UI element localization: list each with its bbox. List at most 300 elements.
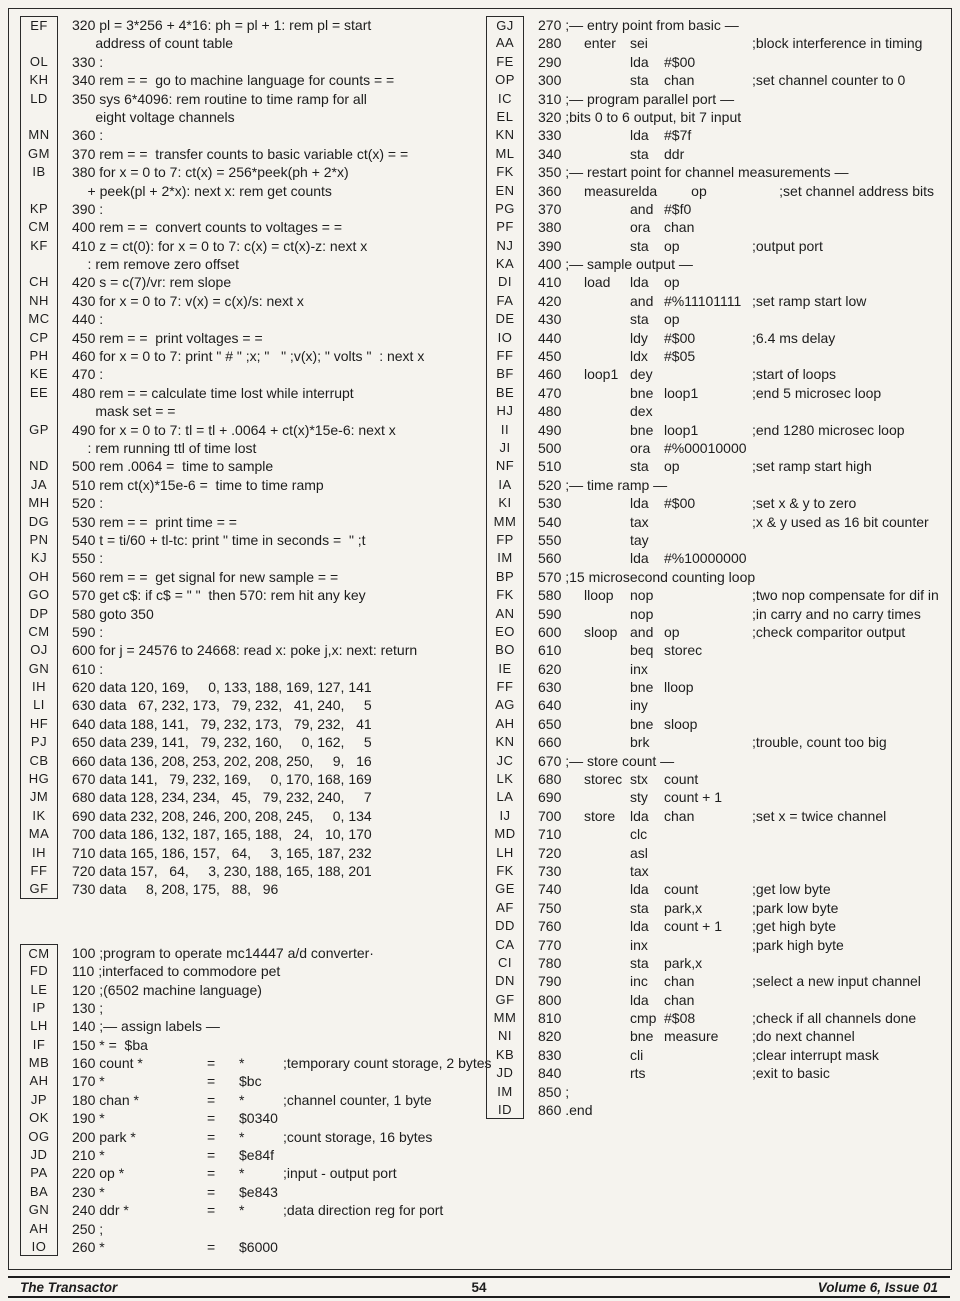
line-number: 760 xyxy=(538,918,562,935)
line-number: 650 xyxy=(538,715,562,732)
checksum-code: KI xyxy=(486,494,524,512)
code-line xyxy=(20,715,482,733)
mnemonic: lda xyxy=(630,495,649,512)
mnemonic: lda xyxy=(630,274,649,291)
checksum-code: NF xyxy=(486,457,524,475)
checksum-code: AH xyxy=(20,1220,58,1238)
code-line xyxy=(486,660,948,678)
mnemonic: ora xyxy=(630,439,651,456)
code-text: 270 ;— entry point from basic — xyxy=(538,17,739,33)
checksum-code: IP xyxy=(20,999,58,1017)
mnemonic: sta xyxy=(630,899,649,916)
line-number: 390 xyxy=(538,237,562,254)
code-line xyxy=(20,182,482,200)
operand: park,x xyxy=(664,899,703,916)
code-text: 680 data 128, 234, 234, 45, 79, 232, 240, 7 xyxy=(72,789,372,806)
comment: ;clear interrupt mask xyxy=(752,1046,879,1063)
code-line xyxy=(20,347,482,365)
code-line xyxy=(20,586,482,604)
line-number-label: 210 * xyxy=(72,1147,105,1164)
comment: ;check comparitor output xyxy=(752,623,906,640)
line-number: 800 xyxy=(538,991,562,1008)
operand: storec xyxy=(664,642,703,659)
checksum-code: KN xyxy=(486,126,524,144)
checksum-code: PA xyxy=(20,1164,58,1182)
code-line xyxy=(486,494,948,512)
code-text xyxy=(524,218,948,236)
code-line xyxy=(486,1009,948,1027)
code-line xyxy=(486,825,948,843)
code-line xyxy=(20,752,482,770)
code-text xyxy=(58,1146,482,1164)
checksum-code: BA xyxy=(20,1183,58,1201)
checksum-code: MM xyxy=(486,513,524,531)
code-line xyxy=(20,145,482,163)
comment: ;count storage, 16 bytes xyxy=(283,1128,433,1145)
comment: ;exit to basic xyxy=(752,1065,830,1082)
mnemonic: lda xyxy=(630,550,649,567)
code-text xyxy=(524,807,948,825)
comment: ;6.4 ms delay xyxy=(752,329,836,346)
mnemonic: sta xyxy=(630,458,649,475)
checksum-code: GF xyxy=(20,880,58,898)
code-text xyxy=(524,917,948,935)
checksum-code: LE xyxy=(20,981,58,999)
code-text: 400 rem = = convert counts to voltages = = xyxy=(72,219,343,236)
checksum-code: FK xyxy=(486,586,524,604)
checksum-code: GO xyxy=(20,586,58,604)
checksum-code: IO xyxy=(486,329,524,347)
comment: ;input - output port xyxy=(283,1165,397,1182)
code-line xyxy=(20,1109,482,1127)
assigned-value: * xyxy=(239,1055,245,1072)
code-text xyxy=(524,623,948,641)
mnemonic: dey xyxy=(630,366,653,383)
code-line xyxy=(486,1101,948,1119)
code-text: 310 ;— program parallel port — xyxy=(538,90,735,107)
checksum-code: KA xyxy=(486,255,524,273)
checksum-code: EF xyxy=(20,16,58,34)
code-line xyxy=(20,365,482,383)
code-line xyxy=(486,182,948,200)
footer-magazine-title: The Transactor xyxy=(20,1279,118,1295)
comment: ;in carry and no carry times xyxy=(752,605,921,622)
comment: ;select a new input channel xyxy=(752,973,921,990)
code-text: 600 for j = 24576 to 24668: read x: poke j,x: next: return xyxy=(72,642,418,659)
equals-sign: = xyxy=(207,1128,216,1145)
code-line xyxy=(20,549,482,567)
comment: ;channel counter, 1 byte xyxy=(283,1091,432,1108)
mnemonic: tax xyxy=(630,513,649,530)
comment: ;set x = twice channel xyxy=(752,807,887,824)
code-line xyxy=(486,1027,948,1045)
comment: ;output port xyxy=(752,237,823,254)
line-number: 630 xyxy=(538,679,562,696)
code-line xyxy=(20,255,482,273)
comment: ;set ramp start high xyxy=(752,458,872,475)
code-line xyxy=(20,1054,492,1072)
checksum-code: GM xyxy=(20,145,58,163)
equals-sign: = xyxy=(207,1183,216,1200)
code-line xyxy=(20,329,482,347)
code-text: 320 pl = 3*256 + 4*16: ph = pl + 1: rem pl = start xyxy=(72,17,372,33)
checksum-code: KN xyxy=(486,733,524,751)
line-number: 550 xyxy=(538,531,562,548)
line-number: 590 xyxy=(538,605,562,622)
code-text xyxy=(524,862,948,880)
code-line xyxy=(486,292,948,310)
code-line xyxy=(486,954,948,972)
code-line xyxy=(20,962,482,980)
checksum-code: IH xyxy=(20,844,58,862)
code-text: 250 ; xyxy=(72,1220,104,1237)
checksum-code: MN xyxy=(20,126,58,144)
mnemonic: sta xyxy=(630,237,649,254)
operand: chan xyxy=(664,219,695,236)
line-number: 380 xyxy=(538,219,562,236)
code-text xyxy=(524,273,948,291)
code-line xyxy=(20,1036,482,1054)
mnemonic: and xyxy=(630,292,654,309)
code-text xyxy=(524,549,948,567)
mnemonic: ora xyxy=(630,219,651,236)
operand: loop1 xyxy=(664,384,699,401)
code-text xyxy=(524,660,948,678)
code-text: eight voltage channels xyxy=(72,108,235,125)
checksum-code: OG xyxy=(20,1128,58,1146)
footer-issue-label: Volume 6, Issue 01 xyxy=(817,1279,938,1295)
code-text xyxy=(58,1164,482,1182)
checksum-code: BP xyxy=(486,568,524,586)
code-line xyxy=(20,880,482,898)
checksum-code: NH xyxy=(20,292,58,310)
code-line xyxy=(20,999,482,1017)
checksum-code: OP xyxy=(486,71,524,89)
code-line xyxy=(486,991,948,1009)
comment: ;start of loops xyxy=(752,366,837,383)
checksum-code: EN xyxy=(486,182,524,200)
checksum-code: FE xyxy=(486,53,524,71)
operand: count xyxy=(664,771,699,788)
checksum-code: IF xyxy=(20,1036,58,1054)
checksum-code xyxy=(20,255,58,273)
code-text: 650 data 239, 141, 79, 232, 160, 0, 162, 5 xyxy=(72,734,372,751)
checksum-code: CI xyxy=(486,954,524,972)
code-line xyxy=(486,899,948,917)
code-line xyxy=(486,936,948,954)
checksum-code: DE xyxy=(486,310,524,328)
code-text: 520 : xyxy=(72,495,104,512)
line-number: 360 xyxy=(538,182,562,199)
code-text: 470 : xyxy=(72,366,104,383)
comment: ;park high byte xyxy=(752,936,844,953)
mnemonic: ldy xyxy=(630,329,648,346)
code-line xyxy=(486,402,948,420)
mnemonic: bne xyxy=(630,679,654,696)
code-line xyxy=(486,71,948,89)
code-line xyxy=(486,310,948,328)
operand: chan xyxy=(664,973,695,990)
code-line xyxy=(486,586,948,604)
line-number-label: 180 chan * xyxy=(72,1091,139,1108)
code-text: 580 goto 350 xyxy=(72,605,154,622)
code-text xyxy=(524,145,948,163)
operand: sloop xyxy=(664,715,698,732)
mnemonic: tay xyxy=(630,531,649,548)
code-text xyxy=(524,1027,948,1045)
line-number: 280 xyxy=(538,35,562,52)
checksum-code: KJ xyxy=(20,549,58,567)
asm-label: store xyxy=(584,807,616,824)
line-number: 820 xyxy=(538,1028,562,1045)
checksum-code: OK xyxy=(20,1109,58,1127)
code-line xyxy=(486,34,948,52)
code-text xyxy=(58,1238,482,1256)
checksum-code: IA xyxy=(486,476,524,494)
checksum-code: JP xyxy=(20,1091,58,1109)
mnemonic: sta xyxy=(630,311,649,328)
checksum-code: AH xyxy=(20,1072,58,1090)
code-line xyxy=(486,365,948,383)
operand: count xyxy=(664,881,699,898)
checksum-code: IO xyxy=(20,1238,58,1256)
basic-program-listing xyxy=(20,16,482,899)
code-line xyxy=(20,531,482,549)
checksum-code: II xyxy=(486,421,524,439)
checksum-code: JI xyxy=(486,439,524,457)
code-text: 520 ;— time ramp — xyxy=(538,476,668,493)
line-number: 660 xyxy=(538,734,562,751)
code-line xyxy=(486,1064,948,1082)
line-number-label: 230 * xyxy=(72,1183,105,1200)
code-text: 330 : xyxy=(72,53,104,70)
code-line xyxy=(20,660,482,678)
code-text xyxy=(524,182,948,200)
checksum-code: FF xyxy=(486,678,524,696)
checksum-code: AA xyxy=(486,34,524,52)
code-text: 320 ;bits 0 to 6 output, bit 7 input xyxy=(538,108,742,125)
checksum-code: AH xyxy=(486,715,524,733)
checksum-code: KF xyxy=(20,237,58,255)
code-line xyxy=(20,1128,482,1146)
operand: park,x xyxy=(664,954,703,971)
code-line xyxy=(486,1046,948,1064)
mnemonic: sta xyxy=(630,72,649,89)
code-line xyxy=(486,200,948,218)
code-text: 730 data 8, 208, 175, 88, 96 xyxy=(72,881,279,898)
checksum-code: IB xyxy=(20,163,58,181)
code-text xyxy=(58,1054,492,1072)
mnemonic: inx xyxy=(630,660,648,677)
code-text xyxy=(524,991,948,1009)
footer-page-number: 54 xyxy=(471,1279,487,1295)
checksum-code: ID xyxy=(486,1101,524,1119)
mnemonic: ldx xyxy=(630,348,648,365)
code-line xyxy=(20,944,482,962)
comment: ;x & y used as 16 bit counter xyxy=(752,513,929,530)
operand: op xyxy=(664,311,680,328)
code-text: 150 * = $ba xyxy=(72,1036,148,1053)
code-text: 100 ;program to operate mc14447 a/d converter· xyxy=(72,944,374,961)
line-number: 700 xyxy=(538,807,562,824)
checksum-code: EL xyxy=(486,108,524,126)
line-number: 340 xyxy=(538,145,562,162)
code-text xyxy=(524,678,948,696)
code-text: 380 for x = 0 to 7: ct(x) = 256*peek(ph + 2*x) xyxy=(72,164,349,181)
mnemonic: clc xyxy=(630,826,648,843)
operand: op xyxy=(664,237,680,254)
code-line xyxy=(20,34,482,52)
code-text xyxy=(524,402,948,420)
code-line xyxy=(20,678,482,696)
checksum-code: GN xyxy=(20,1201,58,1219)
comment: ;do next channel xyxy=(752,1028,855,1045)
code-text xyxy=(58,1072,482,1090)
code-line xyxy=(486,678,948,696)
code-text: + peek(pl + 2*x): next x: rem get counts xyxy=(72,182,332,199)
code-text xyxy=(524,494,948,512)
checksum-code: JA xyxy=(20,476,58,494)
code-line xyxy=(20,494,482,512)
code-text xyxy=(524,457,948,475)
line-number: 300 xyxy=(538,72,562,89)
operand: lloop xyxy=(664,679,694,696)
checksum-code xyxy=(20,439,58,457)
code-line xyxy=(486,549,948,567)
line-number: 560 xyxy=(538,550,562,567)
mnemonic: and xyxy=(630,200,654,217)
mnemonic: rts xyxy=(630,1065,646,1082)
checksum-code: NJ xyxy=(486,237,524,255)
checksum-code: AG xyxy=(486,696,524,714)
code-line xyxy=(20,788,482,806)
code-text: 120 ;(6502 machine language) xyxy=(72,981,262,998)
operand: chan xyxy=(664,72,695,89)
code-text: 500 rem .0064 = time to sample xyxy=(72,458,274,475)
checksum-code: EE xyxy=(20,384,58,402)
code-line xyxy=(20,1072,482,1090)
operand: #$00 xyxy=(664,53,696,70)
code-line xyxy=(20,218,482,236)
code-line xyxy=(486,696,948,714)
code-text xyxy=(524,292,948,310)
code-text xyxy=(524,844,948,862)
code-line xyxy=(20,1183,482,1201)
operand: #$00 xyxy=(664,495,696,512)
operand: #$05 xyxy=(664,348,696,365)
code-line xyxy=(20,402,482,420)
code-line xyxy=(20,1146,482,1164)
checksum-code: MA xyxy=(20,825,58,843)
asm-label: load xyxy=(584,274,611,291)
line-number: 290 xyxy=(538,53,562,70)
checksum-code xyxy=(20,402,58,420)
code-line xyxy=(486,218,948,236)
code-text: 360 : xyxy=(72,127,104,144)
assigned-value: $e843 xyxy=(239,1183,278,1200)
code-line xyxy=(20,513,482,531)
checksum-code: AF xyxy=(486,899,524,917)
code-text: 350 sys 6*4096: rem routine to time ramp for all xyxy=(72,90,367,107)
code-line xyxy=(20,16,482,34)
checksum-code: KH xyxy=(20,71,58,89)
comment: ;park low byte xyxy=(752,899,839,916)
code-line xyxy=(486,476,948,494)
comment: ;data direction reg for port xyxy=(283,1202,444,1219)
line-number-label: 160 count * xyxy=(72,1055,143,1072)
code-text: : rem running ttl of time lost xyxy=(72,439,257,456)
code-line xyxy=(20,1238,482,1256)
code-line xyxy=(486,255,948,273)
code-text: 340 rem = = go to machine language for counts = = xyxy=(72,72,395,89)
checksum-code: DP xyxy=(20,605,58,623)
operand: op xyxy=(664,274,680,291)
checksum-code: LH xyxy=(486,844,524,862)
code-line xyxy=(20,862,482,880)
line-number: 470 xyxy=(538,384,562,401)
code-line xyxy=(20,292,482,310)
code-line xyxy=(20,1220,482,1238)
checksum-code: LH xyxy=(20,1017,58,1035)
comment: ;set channel address bits xyxy=(779,182,935,199)
code-text xyxy=(58,1183,482,1201)
code-line xyxy=(486,237,948,255)
checksum-code: LD xyxy=(20,90,58,108)
assigned-value: * xyxy=(239,1202,245,1219)
line-number: 410 xyxy=(538,274,562,291)
checksum-code: DD xyxy=(486,917,524,935)
code-text: 630 data 67, 232, 173, 79, 232, 41, 240, 5 xyxy=(72,697,372,714)
code-line xyxy=(20,237,482,255)
checksum-code: PN xyxy=(20,531,58,549)
code-text: 610 : xyxy=(72,660,104,677)
code-text: 450 rem = = print voltages = = xyxy=(72,329,263,346)
code-text xyxy=(524,200,948,218)
checksum-code: ML xyxy=(486,145,524,163)
code-line xyxy=(20,439,482,457)
code-text: 370 rem = = transfer counts to basic variable ct(x) = = xyxy=(72,145,409,162)
checksum-code: JD xyxy=(486,1064,524,1082)
code-text xyxy=(524,715,948,733)
code-text xyxy=(524,1046,948,1064)
code-line xyxy=(20,807,482,825)
line-number: 500 xyxy=(538,439,562,456)
checksum-code: PG xyxy=(486,200,524,218)
code-text: 570 ;15 microsecond counting loop xyxy=(538,568,756,585)
code-text xyxy=(524,34,948,52)
code-line xyxy=(486,53,948,71)
checksum-code: HF xyxy=(20,715,58,733)
code-text xyxy=(524,513,948,531)
mnemonic: bne xyxy=(630,1028,654,1045)
checksum-code: GF xyxy=(486,991,524,1009)
mnemonic: cmp xyxy=(630,1010,657,1027)
mnemonic: bne xyxy=(630,715,654,732)
code-text: 550 : xyxy=(72,550,104,567)
code-text xyxy=(58,1109,482,1127)
code-line xyxy=(20,1201,482,1219)
mnemonic: bne xyxy=(630,384,654,401)
line-number-label: 240 ddr * xyxy=(72,1202,129,1219)
mnemonic: inx xyxy=(630,936,648,953)
line-number: 690 xyxy=(538,789,562,806)
code-line xyxy=(486,917,948,935)
code-line xyxy=(20,844,482,862)
code-line xyxy=(20,770,482,788)
checksum-code: BE xyxy=(486,384,524,402)
comment: ;block interference in timing xyxy=(752,35,923,52)
code-text: 620 data 120, 169, 0, 133, 188, 169, 127, 141 xyxy=(72,679,372,696)
